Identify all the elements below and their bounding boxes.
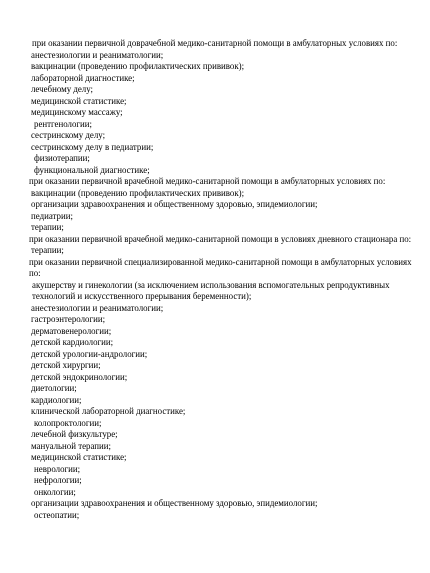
list-item: медицинскому массажу; bbox=[31, 107, 123, 117]
list-item: колопроктологии; bbox=[34, 417, 102, 428]
list-item: нефрологии; bbox=[34, 475, 82, 485]
list-item: анестезиологии и реаниматологии; bbox=[31, 302, 164, 313]
list-item: функциональной диагностике; bbox=[34, 164, 150, 175]
list-item: организации здравоохранения и общественному здоровью, эпидемиологии; bbox=[31, 498, 318, 508]
section-heading: при оказании первичной доврачебной медико-санитарной помощи в амбулаторных условиях по: bbox=[32, 38, 398, 48]
list-item: анестезиологии и реаниматологии; bbox=[31, 49, 164, 60]
list-item: организации здравоохранения и общественному здоровью, эпидемиологии; bbox=[31, 199, 318, 209]
list-item: лабораторной диагностике; bbox=[31, 72, 135, 83]
list-item: лечебной физкультуре; bbox=[31, 429, 118, 439]
list-item: физиотерапии; bbox=[34, 153, 90, 163]
list-item: гастроэнтерологии; bbox=[31, 314, 106, 324]
list-item: рентгенологии; bbox=[34, 118, 93, 129]
list-item: детской кардиологии; bbox=[31, 337, 114, 347]
list-item: педиатрии; bbox=[31, 210, 73, 221]
list-item: лечебному делу; bbox=[31, 84, 94, 94]
section-primary-physician-day-hospital bbox=[21, 234, 413, 257]
section-primary-physician-outpatient bbox=[21, 176, 413, 234]
list-item: вакцинации (проведению профилактических прививок); bbox=[31, 187, 245, 198]
list-item: мануальной терапии; bbox=[31, 440, 112, 451]
list-item: вакцинации (проведению профилактических прививок); bbox=[31, 61, 245, 71]
list-item: медицинской статистике; bbox=[31, 95, 127, 106]
list-item: неврологии; bbox=[34, 463, 81, 474]
list-item: детской урологии-андрологии; bbox=[31, 348, 148, 359]
list-item: сестринскому делу; bbox=[31, 130, 106, 140]
list-item: дерматовенерологии; bbox=[31, 325, 112, 336]
list-item: детской эндокринологии; bbox=[31, 371, 128, 382]
section-heading: при оказании первичной специализированной медико-санитарной помощи в амбулаторных условиях по: bbox=[29, 256, 412, 278]
list-item: терапии; bbox=[31, 245, 64, 255]
document-body bbox=[21, 38, 413, 521]
list-item: остеопатии; bbox=[34, 509, 80, 520]
list-item: детской хирургии; bbox=[31, 360, 101, 370]
list-item: кардиологии; bbox=[31, 394, 82, 405]
list-item: диетологии; bbox=[31, 383, 77, 393]
list-item: сестринскому делу в педиатрии; bbox=[31, 141, 154, 152]
list-item: терапии; bbox=[31, 222, 64, 232]
section-primary-prehospital bbox=[21, 38, 413, 176]
list-item: акушерству и гинекологии (за исключением использования вспомогательных репродуктивных технологий и искусственного прерывания беременности); bbox=[32, 279, 390, 301]
list-item: онкологии; bbox=[34, 486, 76, 497]
section-heading: при оказании первичной врачебной медико-санитарной помощи в амбулаторных условиях по: bbox=[29, 176, 386, 186]
list-item: медицинской статистике; bbox=[31, 452, 127, 462]
section-heading: при оказании первичной врачебной медико-санитарной помощи в условиях дневного стационара по: bbox=[29, 233, 412, 244]
list-item: клинической лабораторной диагностике; bbox=[31, 406, 186, 416]
section-primary-specialized-outpatient bbox=[21, 257, 413, 522]
